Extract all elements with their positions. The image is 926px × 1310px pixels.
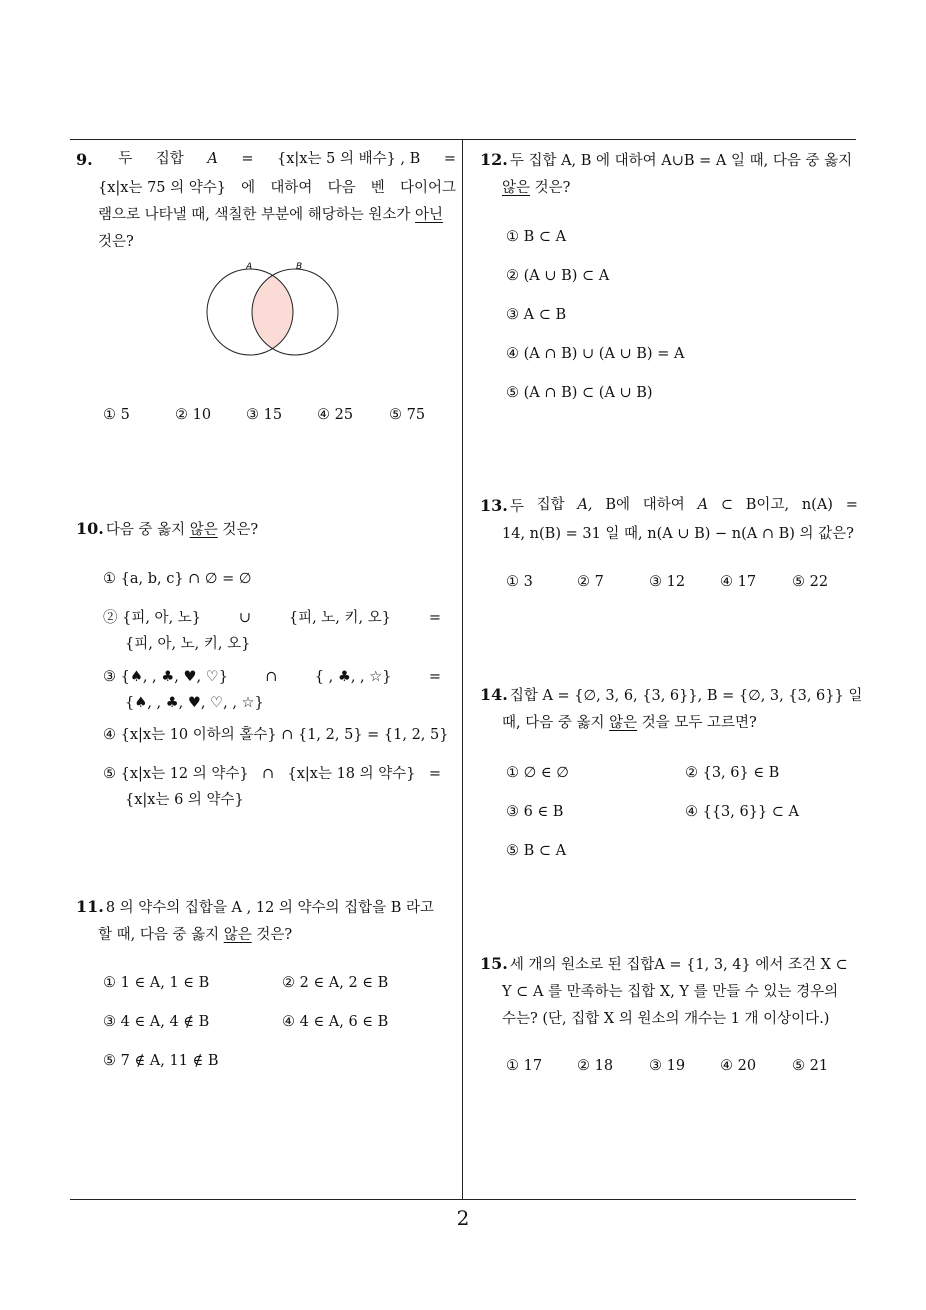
q15-option-1[interactable]: ① 17 xyxy=(506,1058,543,1074)
q13-text: 두 xyxy=(509,499,524,515)
q13-option-4[interactable]: ④ 17 xyxy=(720,574,757,590)
q10-option-5[interactable] xyxy=(103,761,441,787)
q10-option-2-text: ∪ xyxy=(238,610,252,626)
q13-text: = xyxy=(845,497,858,513)
q10-option-5-text: ∩ xyxy=(261,766,275,782)
q9-text: 집합 xyxy=(155,151,184,167)
q10-text: 다음 중 옳지 xyxy=(105,522,190,538)
q9-text: 다음 xyxy=(327,180,356,196)
q15-line-3: 수는? (단, 집합 X 의 원소의 개수는 1 개 이상이다.) xyxy=(502,1011,830,1027)
q9-text: 두 xyxy=(118,151,133,167)
question-12 xyxy=(480,146,860,202)
question-13 xyxy=(480,492,858,548)
q13-text: 집합 xyxy=(536,497,565,513)
q9-option-2[interactable]: ② 10 xyxy=(175,407,212,423)
q10-underlined-word: 않은 xyxy=(189,522,218,538)
q13-option-1[interactable]: ① 3 xyxy=(506,574,533,590)
q10-line-1 xyxy=(76,515,456,544)
q10-option-2-text: = xyxy=(428,610,441,626)
q14-text: 집합 A = {∅, 3, 6, {3, 6}}, B = {∅, 3, {3, 6}} 일 xyxy=(509,688,863,704)
q9-line-2 xyxy=(76,175,456,202)
q13-option-3[interactable]: ③ 12 xyxy=(649,574,686,590)
question-14 xyxy=(480,681,863,737)
q9-text: = xyxy=(443,151,456,167)
bottom-rule xyxy=(70,1199,856,1200)
q10-option-2[interactable] xyxy=(103,605,441,631)
q9-text: 에 xyxy=(241,180,256,196)
q13-text: B이고, xyxy=(745,497,790,513)
column-divider xyxy=(462,139,463,1200)
q10-option-3[interactable] xyxy=(103,664,441,690)
q14-number: 14. xyxy=(480,685,508,704)
q12-option-2[interactable]: ② (A ∪ B) ⊂ A xyxy=(506,268,610,284)
q15-text: 세 개의 원소로 된 집합A = {1, 3, 4} 에서 조건 X ⊂ xyxy=(509,957,848,973)
q9-option-5[interactable]: ⑤ 75 xyxy=(389,407,426,423)
q14-option-1[interactable]: ① ∅ ∈ ∅ xyxy=(506,765,569,781)
q10-option-3-cont: {♠, , ♣, ♥, ♡, , ☆} xyxy=(125,695,264,711)
q9-text: 램으로 나타낼 때, 색칠한 부분에 해당하는 원소가 xyxy=(98,207,416,223)
q11-text: 것은? xyxy=(251,927,293,943)
q9-option-4[interactable]: ④ 25 xyxy=(317,407,354,423)
q10-option-2-text: ② {피, 아, 노} xyxy=(103,610,202,626)
q11-text: 할 때, 다음 중 옳지 xyxy=(98,927,224,943)
q11-text: 8 의 약수의 집합을 A , 12 의 약수의 집합을 B 라고 xyxy=(105,900,435,916)
q11-option-5[interactable]: ⑤ 7 ∉ A, 11 ∉ B xyxy=(103,1053,219,1069)
venn-label-a: A xyxy=(246,262,253,272)
q9-option-3[interactable]: ③ 15 xyxy=(246,407,283,423)
q13-text: A, xyxy=(577,497,593,513)
q13-text: A xyxy=(697,497,709,513)
q13-option-2[interactable]: ② 7 xyxy=(577,574,604,590)
q11-option-4[interactable]: ④ 4 ∈ A, 6 ∈ B xyxy=(282,1014,389,1030)
q12-line-1 xyxy=(480,146,860,175)
q10-option-1[interactable]: ① {a, b, c} ∩ ∅ = ∅ xyxy=(103,571,252,587)
q15-number: 15. xyxy=(480,954,508,973)
q10-option-3-text: ∩ xyxy=(265,669,278,685)
q9-number: 9. xyxy=(76,150,93,169)
q9-underlined-word: 아닌 xyxy=(415,207,444,223)
page-number: 2 xyxy=(456,1206,470,1230)
q13-text: 대하여 xyxy=(642,497,685,513)
q10-option-4[interactable]: ④ {x|x는 10 이하의 홀수} ∩ {1, 2, 5} = {1, 2, 5} xyxy=(103,727,449,743)
q14-option-2[interactable]: ② {3, 6} ∈ B xyxy=(685,765,780,781)
q10-option-5-cont: {x|x는 6 의 약수} xyxy=(125,792,244,808)
q10-option-5-text: = xyxy=(428,766,441,782)
q13-text: ⊂ xyxy=(720,497,733,513)
q10-text: 것은? xyxy=(217,522,259,538)
q13-option-5[interactable]: ⑤ 22 xyxy=(792,574,829,590)
venn-label-b: B xyxy=(296,262,303,272)
q10-option-2-cont: {피, 아, 노, 키, 오} xyxy=(125,636,251,652)
q12-option-4[interactable]: ④ (A ∩ B) ∪ (A ∪ B) = A xyxy=(506,346,685,362)
q10-option-3-text: = xyxy=(428,669,441,685)
question-11 xyxy=(76,893,456,949)
q15-line-2: Y ⊂ A 를 만족하는 집합 X, Y 를 만들 수 있는 경우의 xyxy=(502,984,839,1000)
q9-line-4: 것은? xyxy=(98,234,134,250)
q10-option-5-text: {x|x는 18 의 약수} xyxy=(287,766,416,782)
q9-text: {x|x는 5 의 배수} , B xyxy=(277,151,421,167)
q14-option-5[interactable]: ⑤ B ⊂ A xyxy=(506,843,567,859)
q15-option-4[interactable]: ④ 20 xyxy=(720,1058,757,1074)
q9-option-1[interactable]: ① 5 xyxy=(103,407,130,423)
q12-text: 두 집합 A, B 에 대하여 A∪B = A 일 때, 다음 중 옳지 xyxy=(509,153,853,169)
q14-option-3[interactable]: ③ 6 ∈ B xyxy=(506,804,564,820)
q15-line-1 xyxy=(480,950,860,979)
q12-option-1[interactable]: ① B ⊂ A xyxy=(506,229,567,245)
question-10 xyxy=(76,515,456,544)
q14-underlined-word: 않은 xyxy=(609,715,638,731)
q9-line-3 xyxy=(76,202,456,229)
q11-line-1 xyxy=(76,893,456,922)
question-9 xyxy=(76,146,456,256)
q13-number: 13. xyxy=(480,496,508,515)
q14-text: 것을 모두 고르면? xyxy=(637,715,757,731)
q10-option-2-text: {피, 노, 키, 오} xyxy=(288,610,391,626)
q11-option-2[interactable]: ② 2 ∈ A, 2 ∈ B xyxy=(282,975,389,991)
q11-option-3[interactable]: ③ 4 ∈ A, 4 ∉ B xyxy=(103,1014,210,1030)
q10-option-3-text: { , ♣, , ☆} xyxy=(314,669,392,685)
q15-option-5[interactable]: ⑤ 21 xyxy=(792,1058,829,1074)
q13-line-2: 14, n(B) = 31 일 때, n(A ∪ B) − n(A ∩ B) 의 값은? xyxy=(502,526,854,542)
q11-number: 11. xyxy=(76,897,104,916)
q9-line-1 xyxy=(76,146,456,175)
venn-diagram xyxy=(200,258,352,358)
q11-option-1[interactable]: ① 1 ∈ A, 1 ∈ B xyxy=(103,975,210,991)
q11-line-2 xyxy=(76,922,456,949)
q15-option-3[interactable]: ③ 19 xyxy=(649,1058,686,1074)
q9-text: {x|x는 75 의 약수} xyxy=(98,180,226,196)
q9-text: = xyxy=(241,151,254,167)
q12-text: 것은? xyxy=(530,180,571,196)
q12-underlined-word: 않은 xyxy=(502,180,531,196)
q11-underlined-word: 않은 xyxy=(223,927,252,943)
q10-option-3-text: ③ {♠, , ♣, ♥, ♡} xyxy=(103,669,228,685)
q15-option-2[interactable]: ② 18 xyxy=(577,1058,614,1074)
q12-option-3[interactable]: ③ A ⊂ B xyxy=(506,307,567,323)
q10-option-5-text: ⑤ {x|x는 12 의 약수} xyxy=(103,766,249,782)
q12-number: 12. xyxy=(480,150,508,169)
q12-line-2 xyxy=(480,175,860,202)
q9-text: 벤 xyxy=(370,180,385,196)
q14-line-2 xyxy=(480,710,860,737)
q14-option-4[interactable]: ④ {{3, 6}} ⊂ A xyxy=(685,804,800,820)
q9-text: 대하여 xyxy=(270,180,313,196)
q14-text: 때, 다음 중 옳지 xyxy=(502,715,610,731)
q9-text: 다이어그 xyxy=(399,180,456,196)
q12-option-5[interactable]: ⑤ (A ∩ B) ⊂ (A ∪ B) xyxy=(506,385,653,401)
q13-text: n(A) xyxy=(801,497,833,513)
q13-text: B에 xyxy=(605,497,630,513)
q10-number: 10. xyxy=(76,519,104,538)
q9-text: A xyxy=(207,151,218,167)
question-15 xyxy=(480,950,860,1033)
q13-line-1 xyxy=(480,492,858,521)
q14-line-1 xyxy=(480,681,863,710)
